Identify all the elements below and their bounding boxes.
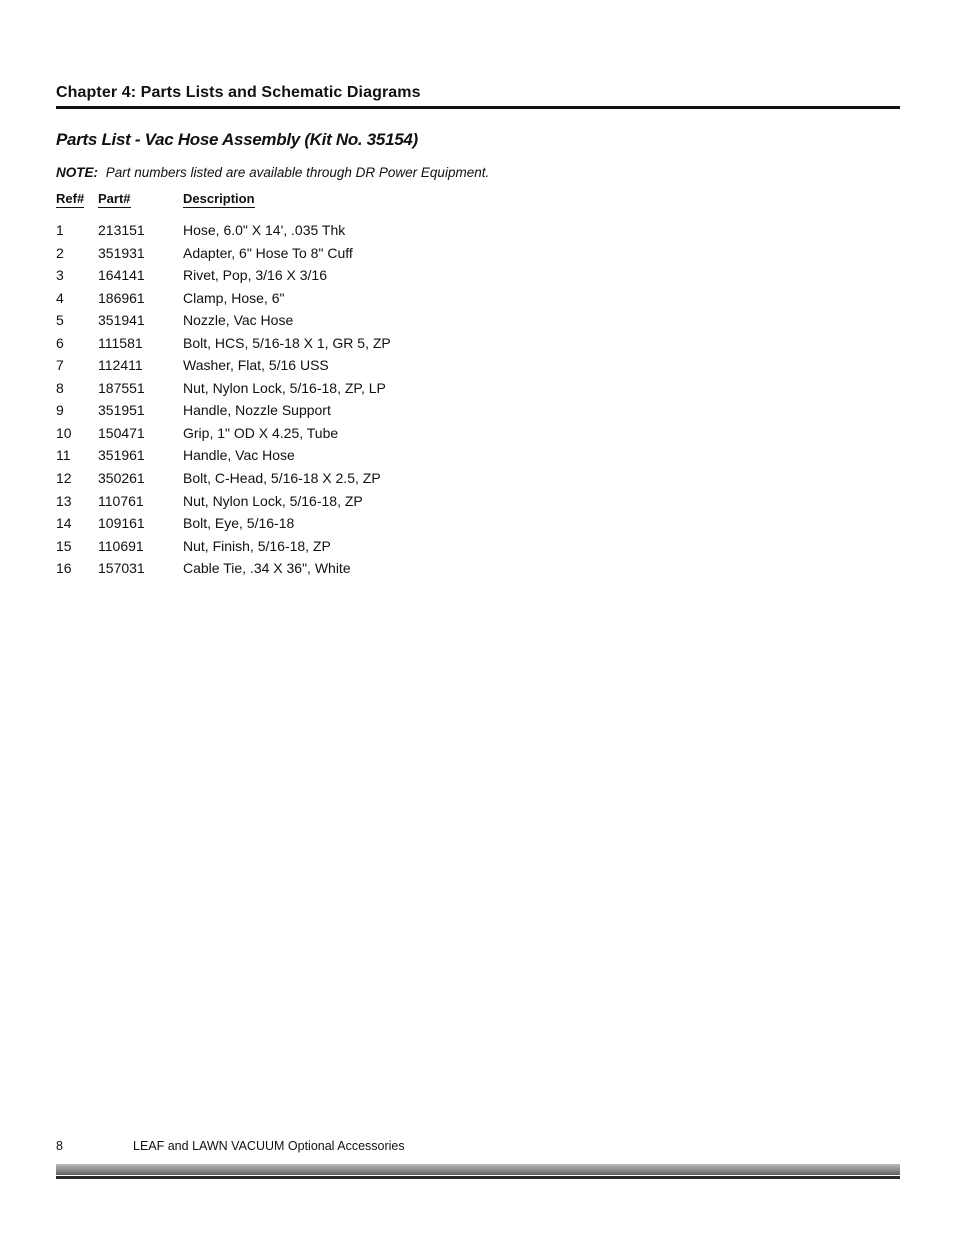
row-ref: 10 — [56, 424, 72, 441]
row-description: Nut, Nylon Lock, 5/16-18, ZP — [183, 492, 363, 509]
row-description: Handle, Nozzle Support — [183, 402, 331, 419]
note — [56, 165, 489, 180]
table-row — [0, 470, 954, 493]
row-description: Washer, Flat, 5/16 USS — [183, 357, 329, 374]
table-row — [0, 447, 954, 470]
row-ref: 5 — [56, 312, 64, 329]
row-description: Hose, 6.0" X 14', .035 Thk — [183, 222, 346, 238]
table-row — [0, 515, 954, 538]
row-part-number: 187551 — [98, 379, 145, 396]
row-part-number: 351931 — [98, 244, 145, 261]
row-ref: 3 — [56, 267, 64, 284]
note-text: Part numbers listed are available through DR Power Equipment. — [105, 165, 490, 180]
footer-title: LEAF and LAWN VACUUM Optional Accessories — [133, 1139, 405, 1153]
row-part-number: 351941 — [98, 312, 145, 329]
header-description: Description — [183, 191, 255, 206]
row-ref: 9 — [56, 402, 64, 419]
table-row — [0, 245, 954, 268]
header-part: Part# — [98, 191, 131, 206]
row-description: Cable Tie, .34 X 36", White — [183, 560, 351, 577]
row-part-number: 157031 — [98, 560, 145, 577]
table-row — [0, 493, 954, 516]
parts-table-header — [0, 191, 954, 211]
row-part-number: 351961 — [98, 447, 145, 464]
row-part-number: 350261 — [98, 470, 145, 487]
row-description: Bolt, HCS, 5/16-18 X 1, GR 5, ZP — [183, 334, 391, 351]
row-part-number: 164141 — [98, 267, 145, 284]
header-ref: Ref# — [56, 191, 85, 206]
section-title: Parts List - Vac Hose Assembly (Kit No. 35154) — [56, 130, 418, 149]
row-ref: 15 — [56, 537, 72, 554]
row-description: Bolt, Eye, 5/16-18 — [183, 515, 295, 532]
table-row — [0, 290, 954, 313]
chapter-title: Chapter 4: Parts Lists and Schematic Diagrams — [56, 84, 421, 101]
row-part-number: 213151 — [98, 222, 145, 238]
row-part-number: 112411 — [98, 357, 143, 374]
row-part-number: 150471 — [98, 424, 145, 441]
row-description: Adapter, 6" Hose To 8" Cuff — [183, 244, 353, 261]
row-ref: 12 — [56, 470, 72, 487]
row-description: Grip, 1" OD X 4.25, Tube — [183, 424, 339, 441]
row-part-number: 351951 — [98, 402, 145, 419]
table-row — [0, 222, 954, 245]
row-part-number: 111581 — [98, 334, 143, 351]
row-description: Clamp, Hose, 6" — [183, 289, 285, 306]
row-ref: 6 — [56, 334, 64, 351]
page-number: 8 — [56, 1139, 63, 1153]
row-description: Rivet, Pop, 3/16 X 3/16 — [183, 267, 327, 284]
table-row — [0, 267, 954, 290]
footer-divider — [56, 1164, 900, 1179]
table-row — [0, 538, 954, 561]
row-ref: 7 — [56, 357, 64, 374]
table-row — [0, 312, 954, 335]
row-ref: 2 — [56, 244, 64, 261]
row-description: Handle, Vac Hose — [183, 447, 295, 464]
row-description: Nozzle, Vac Hose — [183, 312, 294, 329]
parts-table-body — [0, 222, 954, 583]
row-part-number: 186961 — [98, 289, 145, 306]
table-row — [0, 402, 954, 425]
row-description: Bolt, C-Head, 5/16-18 X 2.5, ZP — [183, 470, 381, 487]
row-part-number: 110761 — [98, 492, 144, 509]
row-description: Nut, Nylon Lock, 5/16-18, ZP, LP — [183, 379, 386, 396]
table-row — [0, 425, 954, 448]
row-ref: 1 — [56, 222, 64, 238]
row-part-number: 110691 — [98, 537, 144, 554]
table-row — [0, 560, 954, 583]
row-ref: 8 — [56, 379, 64, 396]
row-ref: 13 — [56, 492, 72, 509]
row-ref: 4 — [56, 289, 64, 306]
table-row — [0, 357, 954, 380]
row-ref: 11 — [56, 447, 71, 464]
row-description: Nut, Finish, 5/16-18, ZP — [183, 537, 331, 554]
note-label: NOTE: — [56, 165, 98, 180]
row-ref: 14 — [56, 515, 72, 532]
row-ref: 16 — [56, 560, 72, 577]
table-row — [0, 380, 954, 403]
chapter-divider — [56, 106, 900, 109]
table-row — [0, 335, 954, 358]
row-part-number: 109161 — [98, 515, 145, 532]
